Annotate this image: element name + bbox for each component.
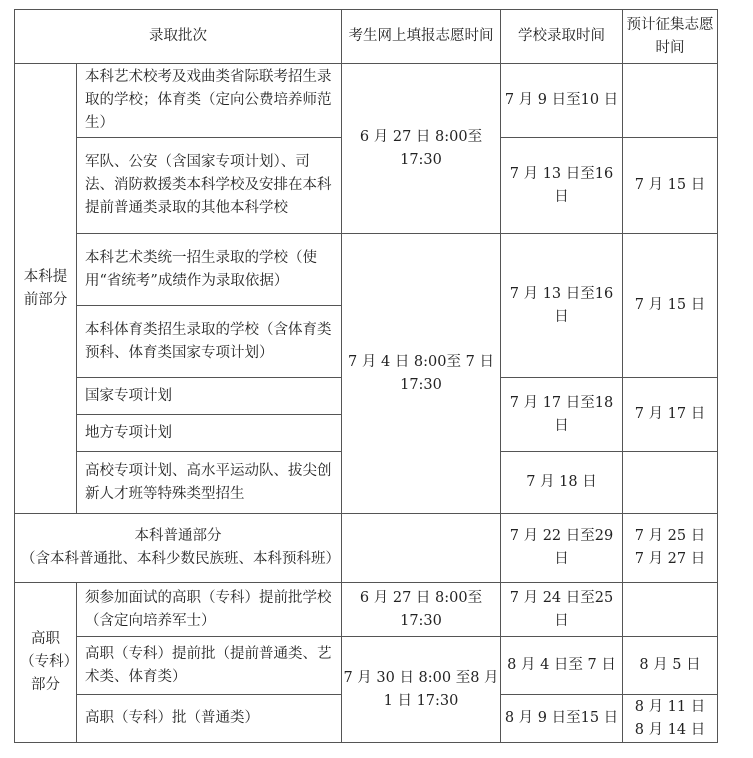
batch-cell: 本科艺术校考及戏曲类省际联考招生录取的学校；体育类（定向公费培养师范生） <box>77 64 342 138</box>
batch-cell: 地方专项计划 <box>77 415 342 452</box>
school-time-cell: 7 月 24 日至25 日 <box>501 583 623 637</box>
batch-cell: 高职（专科）批（普通类） <box>77 695 342 743</box>
collect-time-cell: 8 月 5 日 <box>623 637 718 695</box>
table-row <box>15 514 718 583</box>
batch-cell: 本科体育类招生录取的学校（含体育类预科、体育类国家专项计划） <box>77 306 342 378</box>
batch-cell: 须参加面试的高职（专科）提前批学校（含定向培养军士） <box>77 583 342 637</box>
school-time-cell: 7 月 17 日至18 日 <box>501 378 623 452</box>
general-title: 本科普通部分 <box>134 528 222 544</box>
school-time-cell: 7 月 9 日至10 日 <box>501 64 623 138</box>
collect-time-cell <box>623 695 718 743</box>
table-row <box>15 64 718 138</box>
collect-time-cell <box>623 64 718 138</box>
header-fill-time: 考生网上填报志愿时间 <box>342 10 501 64</box>
school-time-cell: 7 月 13 日至16 日 <box>501 138 623 234</box>
collect-time-cell: 7 月 15 日 <box>623 234 718 378</box>
collect-time-line: 7 月 27 日 <box>634 551 706 567</box>
batch-cell: 军队、公安（含国家专项计划）、司法、消防救援类本科学校及安排在本科提前普通类录取的其他本科学校 <box>77 138 342 234</box>
fill-time-cell <box>342 514 501 583</box>
batch-cell: 国家专项计划 <box>77 378 342 415</box>
header-school-time: 学校录取时间 <box>501 10 623 64</box>
collect-time-cell <box>623 583 718 637</box>
collect-time-line: 8 月 11 日 <box>634 698 706 715</box>
header-batch: 录取批次 <box>15 10 342 64</box>
batch-cell-general <box>15 514 342 583</box>
collect-time-cell: 7 月 17 日 <box>623 378 718 452</box>
collect-time-line: 7 月 25 日 <box>634 528 706 544</box>
batch-cell: 高职（专科）提前批（提前普通类、艺术类、体育类） <box>77 637 342 695</box>
header-collect-time: 预计征集志愿时间 <box>623 10 718 64</box>
section-early: 本科提前部分 <box>15 64 77 514</box>
batch-cell: 本科艺术类统一招生录取的学校（使用“省统考”成绩作为录取依据） <box>77 234 342 306</box>
fill-time-cell: 6 月 27 日 8:00至 17:30 <box>342 583 501 637</box>
school-time-cell: 8 月 9 日至15 日 <box>501 695 623 743</box>
fill-time-cell: 6 月 27 日 8:00至 17:30 <box>342 64 501 234</box>
table-row <box>15 234 718 306</box>
school-time-cell: 7 月 13 日至16 日 <box>501 234 623 378</box>
section-vocational: 高职（专科）部分 <box>15 583 77 743</box>
fill-time-cell: 7 月 30 日 8:00 至8 月 1 日 17:30 <box>342 637 501 743</box>
collect-time-cell <box>623 514 718 583</box>
header-row <box>15 10 718 64</box>
school-time-cell: 8 月 4 日至 7 日 <box>501 637 623 695</box>
collect-time-cell <box>623 452 718 514</box>
admission-schedule-table <box>14 9 718 743</box>
school-time-cell: 7 月 18 日 <box>501 452 623 514</box>
collect-time-line: 8 月 14 日 <box>634 721 706 738</box>
general-subtitle: （含本科普通批、本科少数民族班、本科预科班） <box>21 551 340 567</box>
fill-time-cell: 7 月 4 日 8:00至 7 日 17:30 <box>342 234 501 514</box>
collect-time-cell: 7 月 15 日 <box>623 138 718 234</box>
batch-cell: 高校专项计划、高水平运动队、拔尖创新人才班等特殊类型招生 <box>77 452 342 514</box>
table-row <box>15 637 718 695</box>
table-row <box>15 583 718 637</box>
school-time-cell: 7 月 22 日至29 日 <box>501 514 623 583</box>
